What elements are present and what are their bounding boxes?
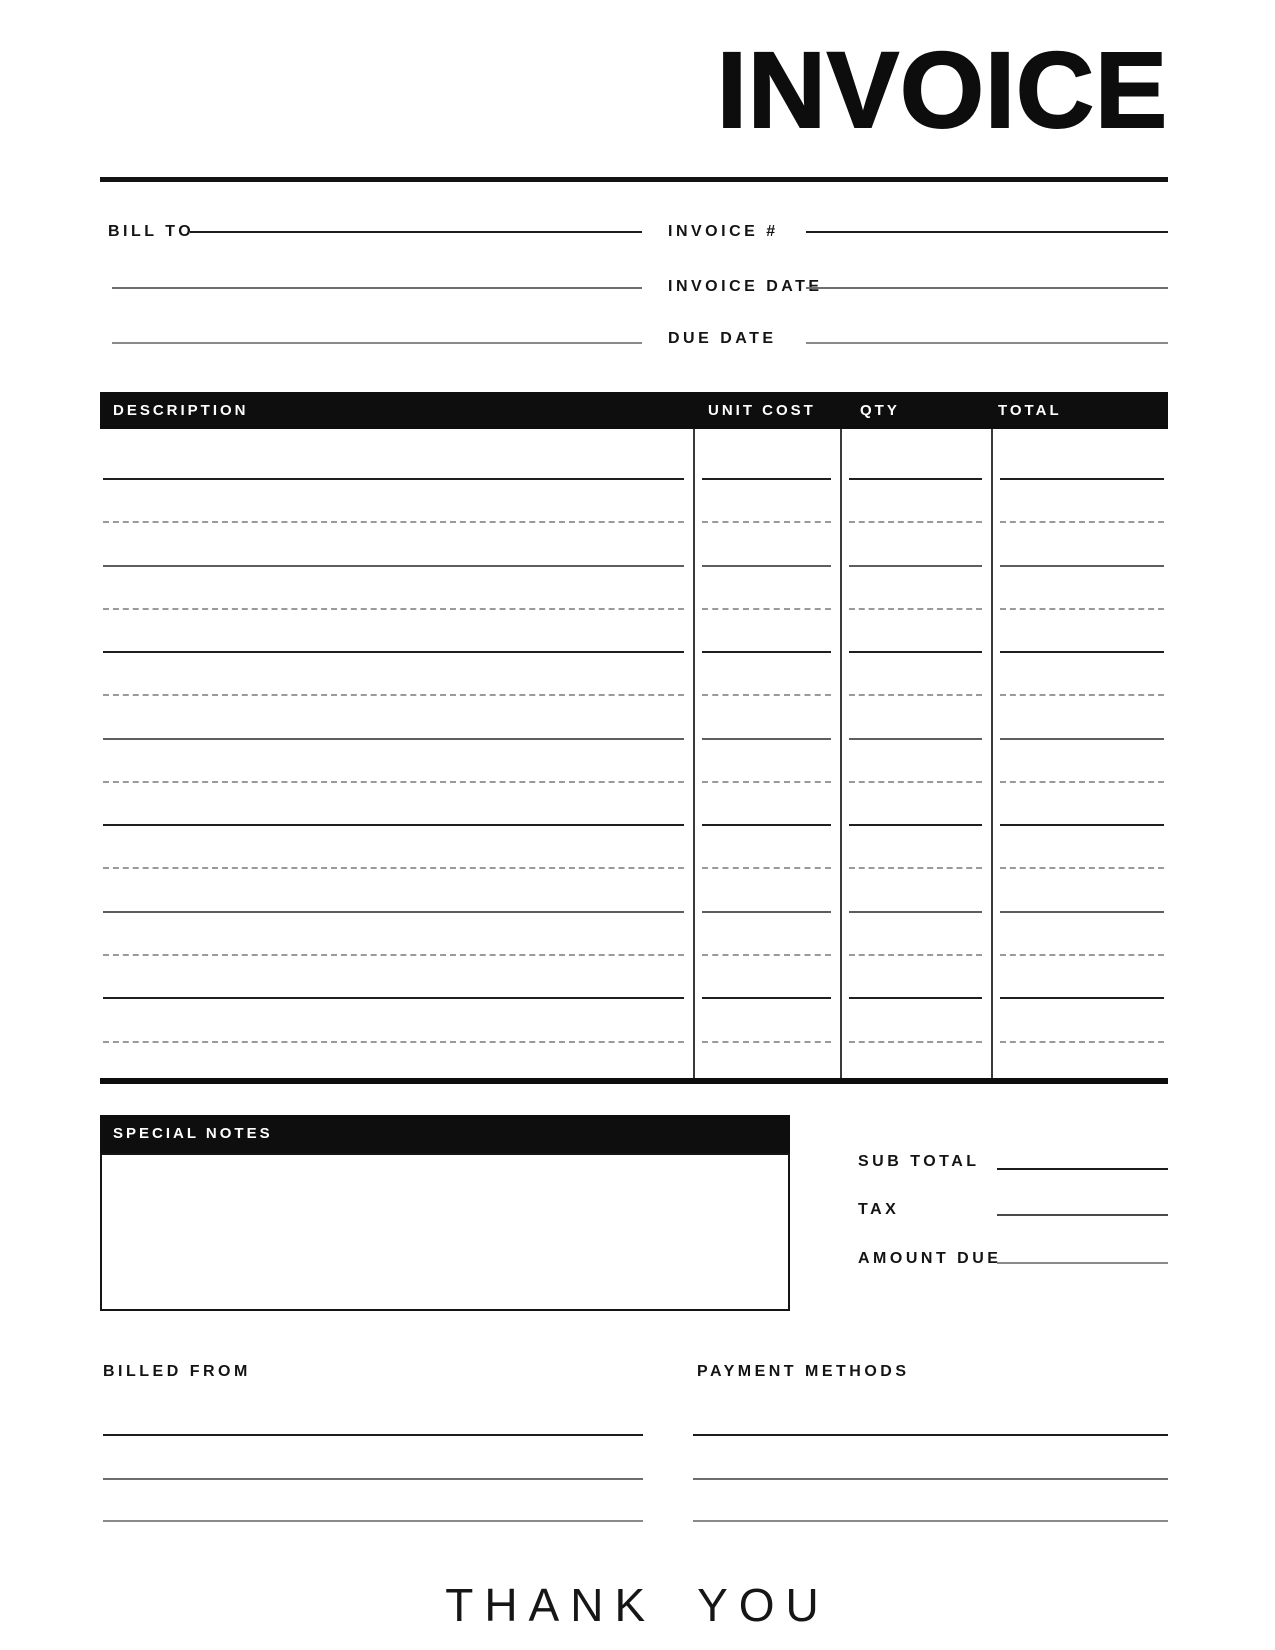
qty-cell-line[interactable] [849,478,982,480]
special-notes-box[interactable] [100,1153,790,1311]
qty-cell-line[interactable] [849,694,982,696]
due-date-label: DUE DATE [668,330,777,347]
unit-cost-cell-line[interactable] [702,997,831,999]
billed-from-input-line-3[interactable] [103,1520,643,1522]
column-header-unit-cost: UNIT COST [708,402,816,419]
total-cell-line[interactable] [1000,1041,1164,1043]
sub-total-label: SUB TOTAL [858,1153,980,1170]
description-cell-line[interactable] [103,781,684,783]
invoice-number-label: INVOICE # [668,223,779,240]
total-cell-line[interactable] [1000,521,1164,523]
unit-cost-cell-line[interactable] [702,1041,831,1043]
unit-cost-cell-line[interactable] [702,954,831,956]
unit-cost-cell-line[interactable] [702,565,831,567]
total-cell-line[interactable] [1000,478,1164,480]
special-notes-label: SPECIAL NOTES [113,1125,273,1142]
total-cell-line[interactable] [1000,867,1164,869]
thank-you-text: THANK YOU [445,1579,830,1631]
total-cell-line[interactable] [1000,651,1164,653]
qty-cell-line[interactable] [849,824,982,826]
description-cell-line[interactable] [103,997,684,999]
description-cell-line[interactable] [103,694,684,696]
qty-cell-line[interactable] [849,997,982,999]
amount-due-input-line[interactable] [997,1262,1168,1264]
total-cell-line[interactable] [1000,781,1164,783]
column-divider-1 [693,429,695,1081]
unit-cost-cell-line[interactable] [702,651,831,653]
billed-from-input-line-2[interactable] [103,1478,643,1480]
bill-to-input-line-3[interactable] [112,342,642,344]
description-cell-line[interactable] [103,738,684,740]
unit-cost-cell-line[interactable] [702,694,831,696]
column-header-description: DESCRIPTION [113,402,249,419]
unit-cost-cell-line[interactable] [702,521,831,523]
tax-label: TAX [858,1201,900,1218]
total-cell-line[interactable] [1000,954,1164,956]
unit-cost-cell-line[interactable] [702,911,831,913]
due-date-input-line[interactable] [806,342,1168,344]
bill-to-input-line-1[interactable] [190,231,642,233]
unit-cost-cell-line[interactable] [702,478,831,480]
header-rule [100,177,1168,182]
invoice-number-input-line[interactable] [806,231,1168,233]
qty-cell-line[interactable] [849,521,982,523]
sub-total-input-line[interactable] [997,1168,1168,1170]
items-table-header [100,392,1168,429]
payment-methods-input-line-2[interactable] [693,1478,1168,1480]
invoice-date-input-line[interactable] [806,287,1168,289]
payment-methods-label: PAYMENT METHODS [697,1363,910,1380]
unit-cost-cell-line[interactable] [702,867,831,869]
description-cell-line[interactable] [103,911,684,913]
qty-cell-line[interactable] [849,781,982,783]
qty-cell-line[interactable] [849,911,982,913]
description-cell-line[interactable] [103,867,684,869]
description-cell-line[interactable] [103,521,684,523]
description-cell-line[interactable] [103,478,684,480]
qty-cell-line[interactable] [849,651,982,653]
total-cell-line[interactable] [1000,738,1164,740]
billed-from-input-line-1[interactable] [103,1434,643,1436]
total-cell-line[interactable] [1000,824,1164,826]
column-header-qty: QTY [860,402,900,419]
invoice-date-label: INVOICE DATE [668,278,823,295]
description-cell-line[interactable] [103,608,684,610]
total-cell-line[interactable] [1000,694,1164,696]
tax-input-line[interactable] [997,1214,1168,1216]
description-cell-line[interactable] [103,651,684,653]
special-notes-header [100,1115,790,1153]
qty-cell-line[interactable] [849,1041,982,1043]
bill-to-input-line-2[interactable] [112,287,642,289]
total-cell-line[interactable] [1000,997,1164,999]
column-divider-3 [991,429,993,1081]
total-cell-line[interactable] [1000,565,1164,567]
qty-cell-line[interactable] [849,954,982,956]
total-cell-line[interactable] [1000,911,1164,913]
page-title: INVOICE [716,29,1168,150]
description-cell-line[interactable] [103,565,684,567]
column-divider-2 [840,429,842,1081]
description-cell-line[interactable] [103,954,684,956]
qty-cell-line[interactable] [849,608,982,610]
unit-cost-cell-line[interactable] [702,781,831,783]
amount-due-label: AMOUNT DUE [858,1250,1002,1267]
unit-cost-cell-line[interactable] [702,608,831,610]
items-table-bottom-rule [100,1078,1168,1084]
description-cell-line[interactable] [103,824,684,826]
payment-methods-input-line-3[interactable] [693,1520,1168,1522]
unit-cost-cell-line[interactable] [702,738,831,740]
total-cell-line[interactable] [1000,608,1164,610]
qty-cell-line[interactable] [849,867,982,869]
payment-methods-input-line-1[interactable] [693,1434,1168,1436]
bill-to-label: BILL TO [108,223,195,240]
qty-cell-line[interactable] [849,738,982,740]
description-cell-line[interactable] [103,1041,684,1043]
column-header-total: TOTAL [998,402,1062,419]
billed-from-label: BILLED FROM [103,1363,251,1380]
qty-cell-line[interactable] [849,565,982,567]
unit-cost-cell-line[interactable] [702,824,831,826]
